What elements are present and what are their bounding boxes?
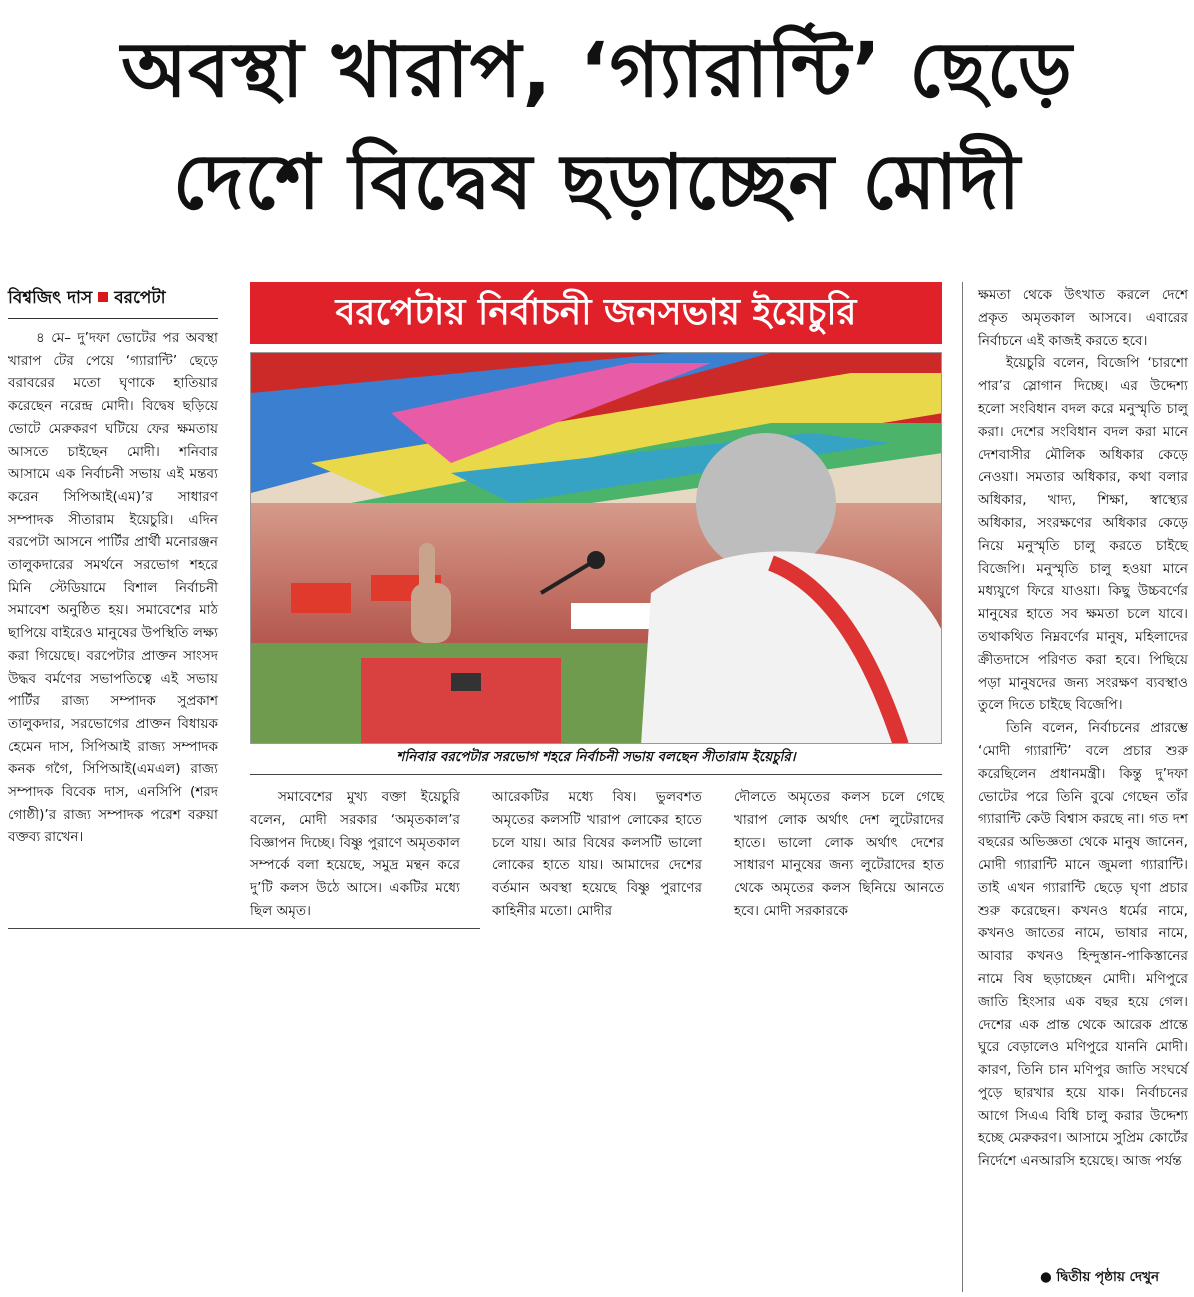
column-divider xyxy=(962,282,963,1292)
red-square-icon xyxy=(98,292,108,302)
right-column xyxy=(978,284,1188,1173)
article-column-4: দৌলতে অমৃতের কলস চলে গেছে খারাপ লোক অর্থাৎ দেশ লুটেরাদের হাতে। ভালো লোক অর্থাৎ দেশের সাধারণ মানুষের জন্য লুটেরাদের হাত থেকে অমৃতের কলস ছিনিয়ে আনতে হবে। মোদী সরকারকে xyxy=(734,789,944,919)
caption-rule xyxy=(250,774,942,775)
article-column-2: সমাবেশের মুখ্য বক্তা ইয়েচুরি বলেন, মোদী সরকার ‘অমৃতকাল’র বিজ্ঞাপন দিচ্ছে। বিষ্ণু পুরাণে অমৃতকাল সম্পর্কে বলা হয়েছে, সমুদ্র মন্থন করে দু’টি কলস উঠে আসে। একটির মধ্যে ছিল অমৃত। xyxy=(250,789,460,919)
column-rule xyxy=(8,928,480,929)
byline xyxy=(8,284,218,319)
continued-on-page-link[interactable]: ● দ্বিতীয় পৃষ্ঠায় দেখুন xyxy=(1040,1269,1160,1285)
right-paragraph-1: ক্ষমতা থেকে উৎখাত করলে দেশে প্রকৃত অমৃতকাল আসবে। এবারের নির্বাচনে এই কাজই করতে হবে। xyxy=(978,287,1188,349)
section-banner: বরপেটায় নির্বাচনী জনসভায় ইয়েচুরি xyxy=(250,282,942,344)
author-name: বিশ্বজিৎ দাস xyxy=(8,288,93,308)
right-paragraph-2: ইয়েচুরি বলেন, বিজেপি ‘চারশো পার’র স্লোগান দিচ্ছে। এর উদ্দেশ্য হলো সংবিধান বদল করে মনুস্মৃতি চালু করা। দেশের সংবিধান বদল করা মানে দেশবাসীর মৌলিক অধিকার কেড়ে নেওয়া। সমতার অধিকার, কথা বলার অধিকার, খাদ্য, শিক্ষা, স্বাস্থ্যের অধিকার, সংরক্ষণের অধিকার কেড়ে নিয়ে মনুস্মৃতি চালু করতে চাইছে বিজেপি। মনুস্মৃতি চালু হওয়া মানে মধ্যযুগে ফিরে যাওয়া। কিছু উচ্চবর্ণের মানুষের হাতে সব ক্ষমতা চলে যাবে। তথাকথিত নিম্নবর্ণের মানুষ, মহিলাদের ক্রীতদাসে পরিণত করা হবে। পিছিয়ে পড়া মানুষদের জন্য সংরক্ষণ ব্যবস্থাও তুলে দিতে চাইছে বিজেপি। xyxy=(978,355,1188,714)
rally-photo xyxy=(250,352,942,744)
photo-caption: শনিবার বরপেটার সরভোগ শহরে নির্বাচনী সভায় বলছেন সীতারাম ইয়েচুরি। xyxy=(396,749,796,765)
article-column-3: আরেকটির মধ্যে বিষ। ভুলবশত অমৃতের কলসটি খারাপ লোকের হাতে চলে যায়। আর বিষের কলসটি ভালো লোকের হাতে যায়। আমাদের দেশের বর্তমান অবস্থা হয়েছে বিষ্ণু পুরাণের কাহিনীর মতো। মোদীর xyxy=(492,789,702,919)
right-paragraph-3: তিনি বলেন, নির্বাচনের প্রারম্ভে ‘মোদী গ্যারান্টি’ বলে প্রচার শুরু করেছিলেন প্রধানমন্ত্রী। কিন্তু দু’দফা ভোটের পরে তিনি বুঝে গেছেন তাঁর গ্যারান্টি কেউ বিশ্বাস করছে না। গত দশ বছরের অভিজ্ঞতা থেকে মানুষ জানেন, মোদী গ্যারান্টি মানে জুমলা গ্যারান্টি। তাই এখন গ্যারান্টি ছেড়ে ঘৃণা প্রচার শুরু করেছেন। কখনও ধর্মের নামে, কখনও জাতের নামে, ভাষার নামে, আবার কখনও হিন্দুস্তান-পাকিস্তানের নামে বিষ ছড়াচ্ছেন মোদী। মণিপুরে জাতি হিংসার এক বছর হয়ে গেল। দেশের এক প্রান্ত থেকে আরেক প্রান্তে ঘুরে বেড়ালেও মণিপুরে যাননি মোদী। কারণ, তিনি চান মণিপুর জাতি সংঘর্ষে পুড়ে ছারখার হয়ে যাক। নির্বাচনের আগে সিএএ বিধি চালু করার উদ্দেশ্য হচ্ছে মেরুকরণ। আসামে সুপ্রিম কোর্টের নির্দেশে এনআরসি হয়েছে। আজ পর্যন্ত xyxy=(978,720,1188,1170)
headline-line-2: দেশে বিদ্বেষ ছড়াচ্ছেন মোদী xyxy=(172,137,1022,226)
dateline-place: বরপেটা xyxy=(114,288,166,308)
headline xyxy=(0,14,1194,238)
article-paragraph: ৪ মে– দু’দফা ভোটের পর অবস্থা খারাপ টের পেয়ে ‘গ্যারান্টি’ ছেড়ে বরাবরের মতো ঘৃণাকে হাতিয়ার করেছেন নরেন্দ্র মোদী। বিদ্বেষ ছড়িয়ে ভোটে মেরুকরণ ঘটিয়ে ফের ক্ষমতায় আসতে চাইছেন মোদী। শনিবার আসামে এক নির্বাচনী সভায় এই মন্তব্য করেন সিপিআই(এম)’র সাধারণ সম্পাদক সীতারাম ইয়েচুরি। এদিন বরপেটা আসনে পার্টির প্রার্থী মনোরঞ্জন তালুকদারের সমর্থনে সরভোগ শহরে মিনি স্টেডিয়ামে বিশাল নির্বাচনী সমাবেশ অনুষ্ঠিত হয়। সমাবেশের মাঠ ছাপিয়ে বাইরেও মানুষের উপস্থিতি লক্ষ্য করা গিয়েছে। বরপেটার প্রাক্তন সাংসদ উদ্ধব বর্মণের সভাপতিত্বে এই সভায় পার্টির রাজ্য সম্পাদক সুপ্রকাশ তালুকদার, সরভোগের প্রাক্তন বিধায়ক হেমেন দাস, সিপিআই রাজ্য সম্পাদক কনক গগৈ, সিপিআই(এমএল) রাজ্য সম্পাদক বিবেক দাস, এনসিপি (শরদ গোষ্ঠী)’র রাজ্য সম্পাদক পরেশ বরুয়া বক্তব্য রাখেন। xyxy=(8,330,218,846)
headline-line-1: অবস্থা খারাপ, ‘গ্যারান্টি’ ছেড়ে xyxy=(121,25,1073,114)
left-column xyxy=(8,284,218,849)
rally-photo-illustration xyxy=(251,353,942,744)
